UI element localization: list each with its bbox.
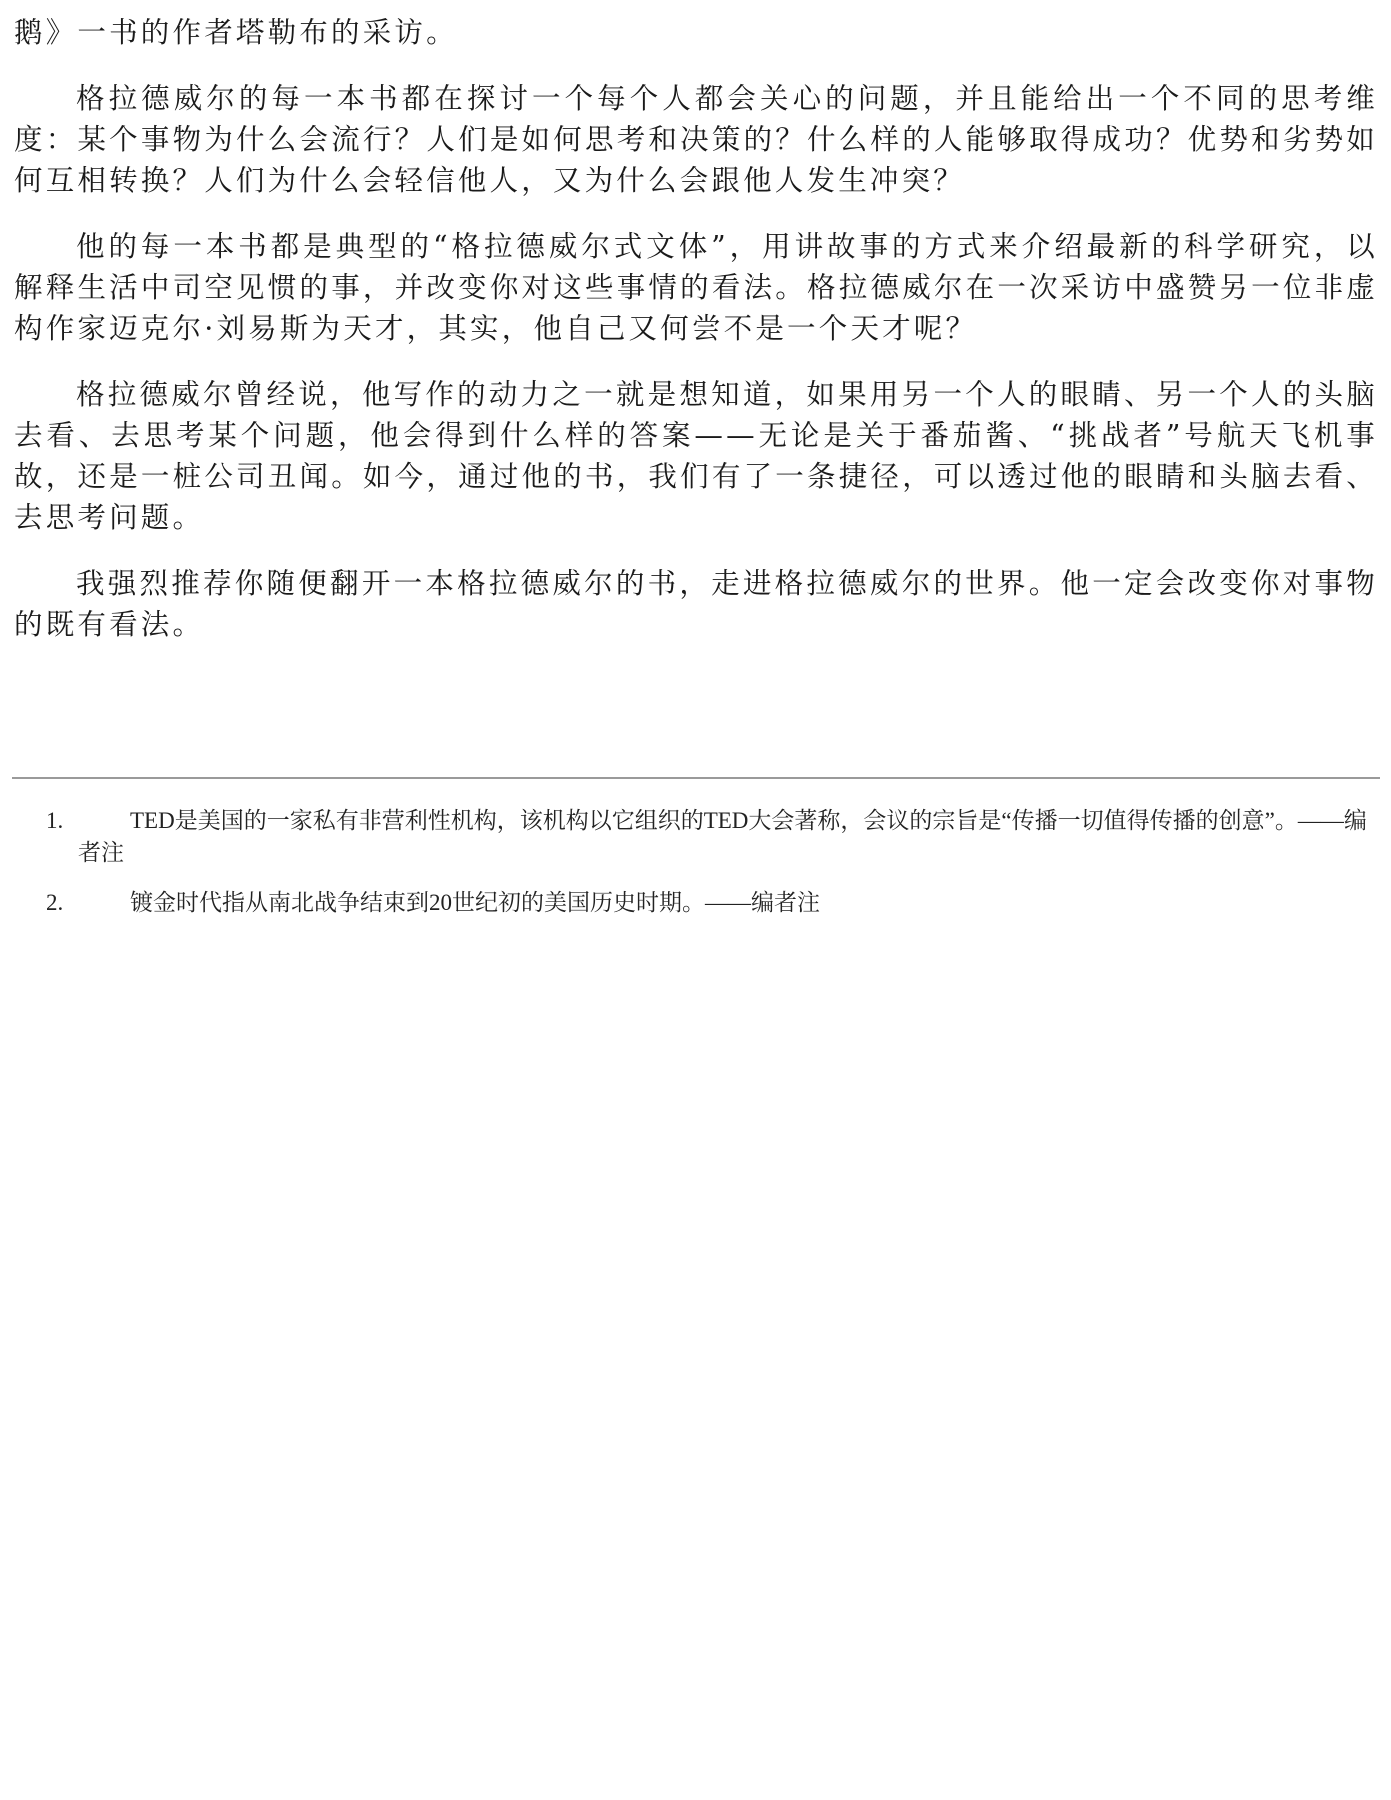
footnotes [46,805,1374,937]
footnote [46,887,1374,919]
paragraph: 格拉德威尔曾经说，他写作的动力之一就是想知道，如果用另一个人的眼睛、另一个人的头脑去看、去思考某个问题，他会得到什么样的答案——无论是关于番茄酱、“挑战者”号航天飞机事故，还是一桩公司丑闻。如今，通过他的书，我们有了一条捷径，可以透过他的眼睛和头脑去看、去思考问题。 [14,378,1378,534]
footnote [46,805,1374,869]
footnote-text: TED是美国的一家私有非营利性机构，该机构以它组织的TED大会著称，会议的宗旨是“传播一切值得传播的创意”。——编者注 [78,808,1367,865]
paragraph: 我强烈推荐你随便翻开一本格拉德威尔的书，走进格拉德威尔的世界。他一定会改变你对事物的既有看法。 [14,567,1378,641]
paragraph-continuation: 鹅》一书的作者塔勒布的采访。 [14,16,458,49]
document-page [14,0,1378,670]
paragraph: 格拉德威尔的每一本书都在探讨一个每个人都会关心的问题，并且能给出一个不同的思考维度：某个事物为什么会流行？人们是如何思考和决策的？什么样的人能够取得成功？优势和劣势如何互相转换？人们为什么会轻信他人，又为什么会跟他人发生冲突？ [14,82,1378,197]
footnote-text: 镀金时代指从南北战争结束到20世纪初的美国历史时期。——编者注 [130,890,820,915]
footnote-number: 2. [46,890,64,915]
body-text [14,12,1378,645]
footnote-divider [12,777,1380,779]
paragraph: 他的每一本书都是典型的“格拉德威尔式文体”，用讲故事的方式来介绍最新的科学研究，以解释生活中司空见惯的事，并改变你对这些事情的看法。格拉德威尔在一次采访中盛赞另一位非虚构作家迈克尔·刘易斯为天才，其实，他自己又何尝不是一个天才呢？ [14,230,1378,345]
footnote-number: 1. [46,808,64,833]
